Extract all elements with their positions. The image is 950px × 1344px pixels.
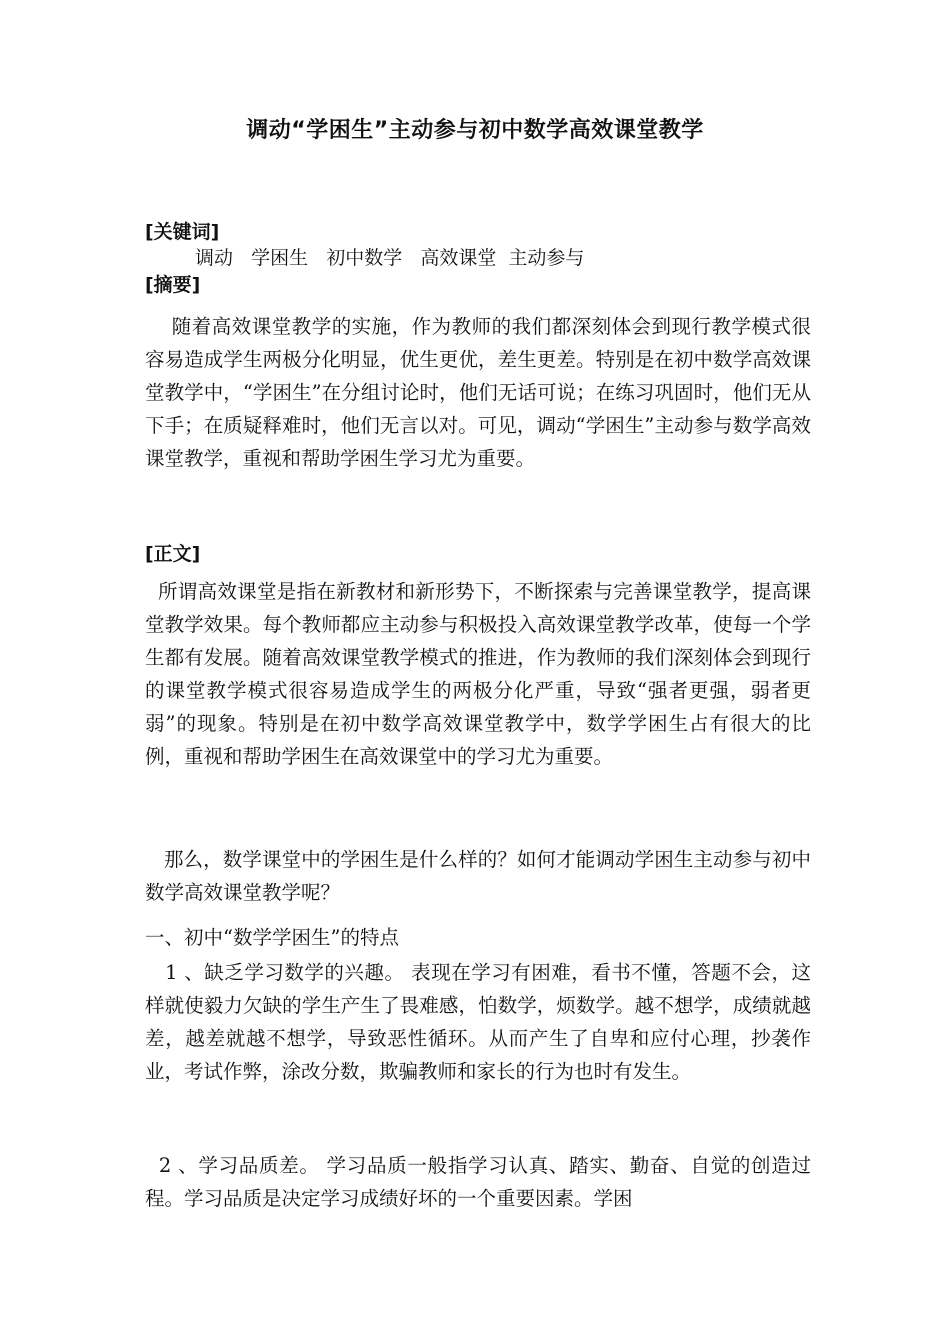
section-1-point-1: 1 、缺乏学习数学的兴趣。 表现在学习有困难，看书不懂，答题不会，这样就使毅力欠缺的学生产生了畏难感，怕数学，烦数学。越不想学，成绩就越差，越差就越不想学，导致恶性循环。从而产生了自卑和应付心理，抄袭作业，考试作弊，涂改分数，欺骗教师和家长的行为也时有发生。 [145, 961, 811, 1083]
body-paragraph-1: 所谓高效课堂是指在新教材和新形势下，不断探索与完善课堂教学，提高课堂教学效果。每个教师都应主动参与积极投入高效课堂教学改革，使每一个学生都有发展。随着高效课堂教学模式的推进，作为教师的我们深刻体会到现行的课堂教学模式很容易造成学生的两极分化严重，导致“强者更强，弱者更弱”的现象。特别是在初中数学高效课堂教学中，数学学困生占有很大的比例，重视和帮助学困生在高效课堂中的学习尤为重要。 [145, 580, 811, 768]
body-paragraph-2: 那么，数学课堂中的学困生是什么样的？如何才能调动学困生主动参与初中数学高效课堂教学呢？ [145, 848, 811, 904]
abstract-paragraph: 随着高效课堂教学的实施，作为教师的我们都深刻体会到现行教学模式很容易造成学生两极分化明显，优生更优，差生更差。特别是在初中数学高效课堂教学中，“学困生”在分组讨论时，他们无话可说；在练习巩固时，他们无从下手；在质疑释难时，他们无言以对。可见，调动“学困生”主动参与数学高效课堂教学，重视和帮助学困生学习尤为重要。 [145, 315, 811, 470]
document-title: 调动“学困生”主动参与初中数学高效课堂教学 [246, 118, 704, 143]
keywords-line: 调动 学困生 初中数学 高效课堂 主动参与 [195, 247, 585, 269]
keywords-label: [关键词] [145, 221, 220, 243]
body-label: [正文] [145, 543, 201, 565]
abstract-label: [摘要] [145, 274, 201, 296]
section-1-heading: 一、初中“数学学困生”的特点 [145, 926, 399, 949]
section-1-point-2: 2 、学习品质差。 学习品质一般指学习认真、踏实、勤奋、自觉的创造过程。学习品质是决定学习成绩好坏的一个重要因素。学困 [145, 1154, 811, 1210]
